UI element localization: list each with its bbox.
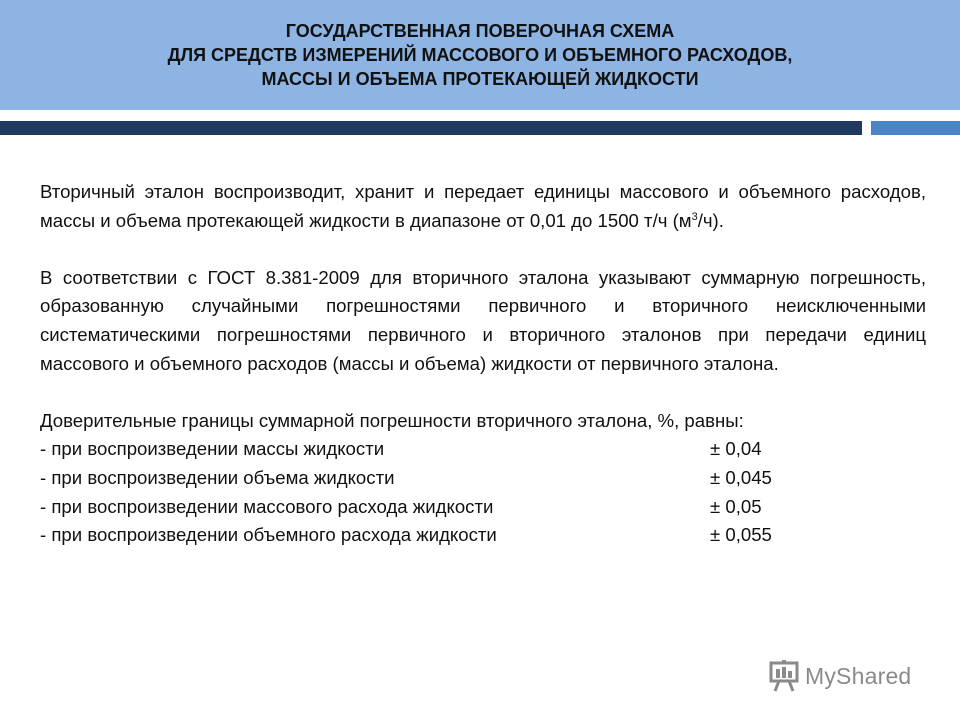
error-limits-list — [40, 435, 926, 549]
list-item — [40, 464, 926, 493]
list-item — [40, 493, 926, 522]
paragraph-intro-text: Вторичный эталон воспроизводит, хранит и передает единицы массового и объемного расходов, массы и объема протекающей жидкости в диапазоне от 0,01 до 1500 т/ч (м — [40, 181, 926, 231]
list-item-label: - при воспроизведении массы жидкости — [40, 438, 385, 460]
list-item-value: ± 0,04 — [710, 438, 762, 460]
slide-header — [0, 0, 960, 110]
watermark-text: MyShared — [805, 662, 912, 689]
list-item-value: ± 0,05 — [710, 495, 762, 517]
slide-body — [40, 178, 926, 550]
divider-bar-dark — [0, 121, 862, 135]
list-item — [40, 521, 926, 550]
presentation-board-icon — [769, 660, 799, 692]
superscript-cube: 3 — [691, 210, 698, 223]
list-item — [40, 435, 926, 464]
list-item-label: - при воспроизведении объемного расхода жидкости — [40, 524, 497, 546]
header-title-line-3: МАССЫ И ОБЪЕМА ПРОТЕКАЮЩЕЙ ЖИДКОСТИ — [261, 69, 699, 89]
header-title-line-2: ДЛЯ СРЕДСТВ ИЗМЕРЕНИЙ МАССОВОГО И ОБЪЕМНОГО РАСХОДОВ, — [167, 45, 793, 65]
divider-bar-light — [871, 121, 960, 135]
paragraph-intro — [40, 178, 926, 235]
list-item-label: - при воспроизведении объема жидкости — [40, 466, 395, 488]
paragraph-intro-tail: /ч). — [697, 209, 724, 231]
watermark-logo — [769, 656, 929, 696]
list-item-label: - при воспроизведении массового расхода жидкости — [40, 495, 494, 517]
list-item-value: ± 0,055 — [710, 524, 772, 546]
header-title-line-1: ГОСУДАРСТВЕННАЯ ПОВЕРОЧНАЯ СХЕМА — [285, 21, 675, 41]
paragraph-gost: В соответствии с ГОСТ 8.381-2009 для вторичного эталона указывают суммарную погрешность, образованную случайными погрешностями первичного и вторичного неисключенными систематическими погрешностями первичного и вторичного эталонов при передачи единиц массового и объемного расходов (массы и объема) жидкости от первичного эталона. — [40, 266, 926, 374]
list-item-value: ± 0,045 — [710, 466, 772, 488]
paragraph-confidence: Доверительные границы суммарной погрешности вторичного эталона, %, равны: — [40, 409, 744, 431]
